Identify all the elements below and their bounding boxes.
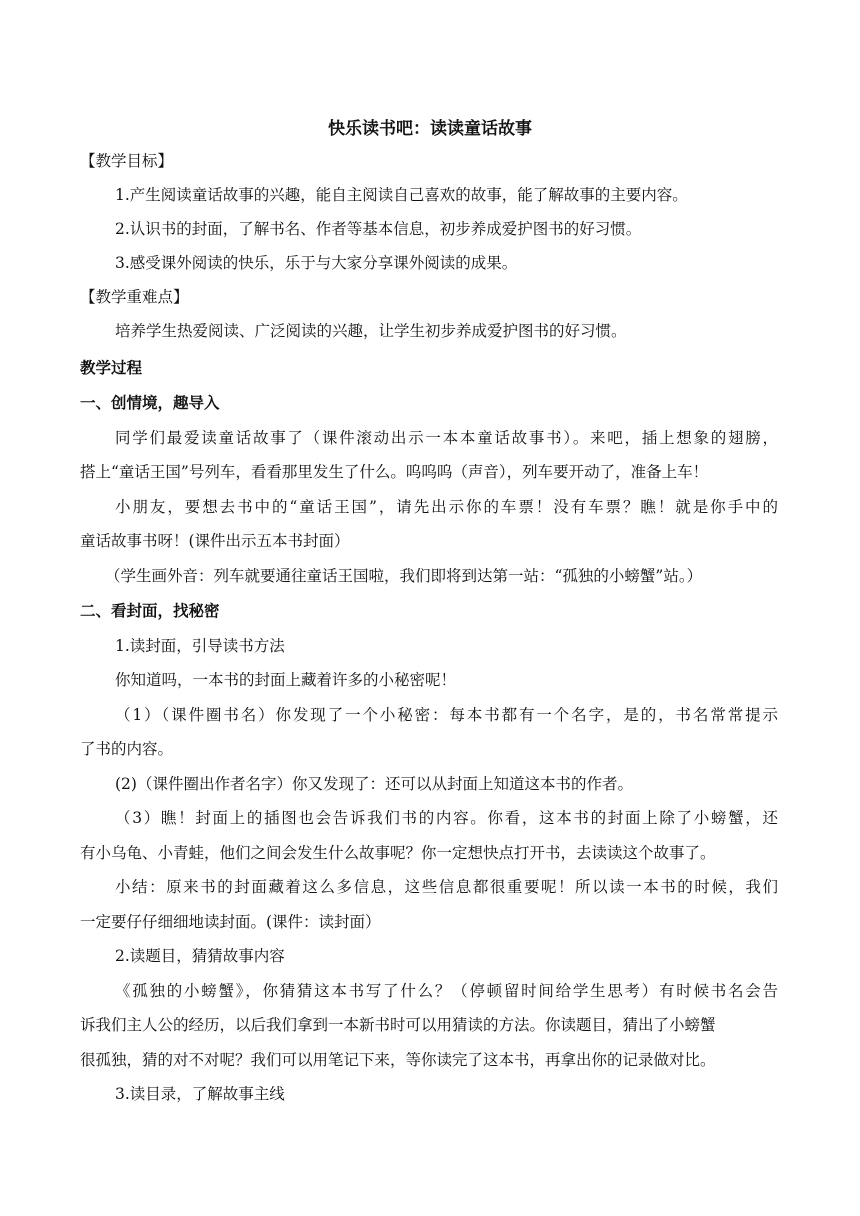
subheading: 3.读目录，了解故事主线 [115,1085,285,1103]
paragraph-line: 同学们最爱读童话故事了（课件滚动出示一本本童话故事书）。来吧，插上想象的翅膀， [115,429,778,447]
objective-item: 2.认识书的封面，了解书名、作者等基本信息，初步养成爱护图书的好习惯。 [115,220,642,238]
paragraph-line: （1）（课件圈书名）你发现了一个小秘密：每本书都有一个名字，是的，书名常常提示 [115,706,778,724]
page-title: 快乐读书吧：读读童话故事 [328,119,532,139]
paragraph-line: 很孤独，猜的对不对呢？我们可以用笔记下来，等你读完了这本书，再拿出你的记录做对比。 [80,1051,716,1069]
paragraph-line: 你知道吗，一本书的封面上藏着许多的小秘密呢！ [115,671,457,689]
paragraph-line: 小结：原来书的封面藏着这么多信息，这些信息都很重要呢！所以读一本书的时候，我们 [115,878,778,896]
subheading: 1.读封面，引导读书方法 [115,637,285,655]
paragraph-line: 有小乌龟、小青蛙，他们之间会发生什么故事呢？你一定想快点打开书，去读读这个故事了。 [80,844,716,862]
paragraph-line: (2)（课件圈出作者名字）你又发现了：还可以从封面上知道这本书的作者。 [115,775,633,793]
section1-heading: 一、创情境，趣导入 [80,394,220,412]
paragraph-line: 童话故事书呀！(课件出示五本书封面） [80,532,350,550]
keypoints-text: 培养学生热爱阅读、广泛阅读的兴趣，让学生初步养成爱护图书的好习惯。 [115,322,627,340]
paragraph-line: 搭上“童话王国”号列车，看看那里发生了什么。呜呜呜（声音），列车要开动了，准备上车！ [80,463,709,481]
paragraph-line: 小朋友，要想去书中的“童话王国”，请先出示你的车票！没有车票？瞧！就是你手中的 [115,498,778,516]
subheading: 2.读题目，猜猜故事内容 [115,947,285,965]
paragraph-line: 一定要仔仔细细地读封面。(课件：读封面） [80,913,381,931]
objective-item: 3.感受课外阅读的快乐，乐于与大家分享课外阅读的成果。 [115,254,518,272]
objectives-heading: 【教学目标】 [80,152,174,170]
paragraph-line: （学生画外音：列车就要通往童话王国啦，我们即将到达第一站：“孤独的小螃蟹”站。） [105,567,703,585]
keypoints-heading: 【教学重难点】 [80,288,189,306]
paragraph-line: 《孤独的小螃蟹》，你猜猜这本书写了什么？（停顿留时间给学生思考）有时候书名会告 [115,982,778,1000]
objective-item: 1.产生阅读童话故事的兴趣，能自主阅读自己喜欢的故事，能了解故事的主要内容。 [115,186,688,204]
process-heading: 教学过程 [80,359,143,377]
paragraph-line: 诉我们主人公的经历，以后我们拿到一本新书时可以用猜读的方法。你读题目，猜出了小螃蟹 [80,1016,716,1034]
paragraph-line: 了书的内容。 [80,740,174,758]
paragraph-line: （3）瞧！封面上的插图也会告诉我们书的内容。你看，这本书的封面上除了小螃蟹，还 [115,809,778,827]
section2-heading: 二、看封面，找秘密 [80,602,220,620]
